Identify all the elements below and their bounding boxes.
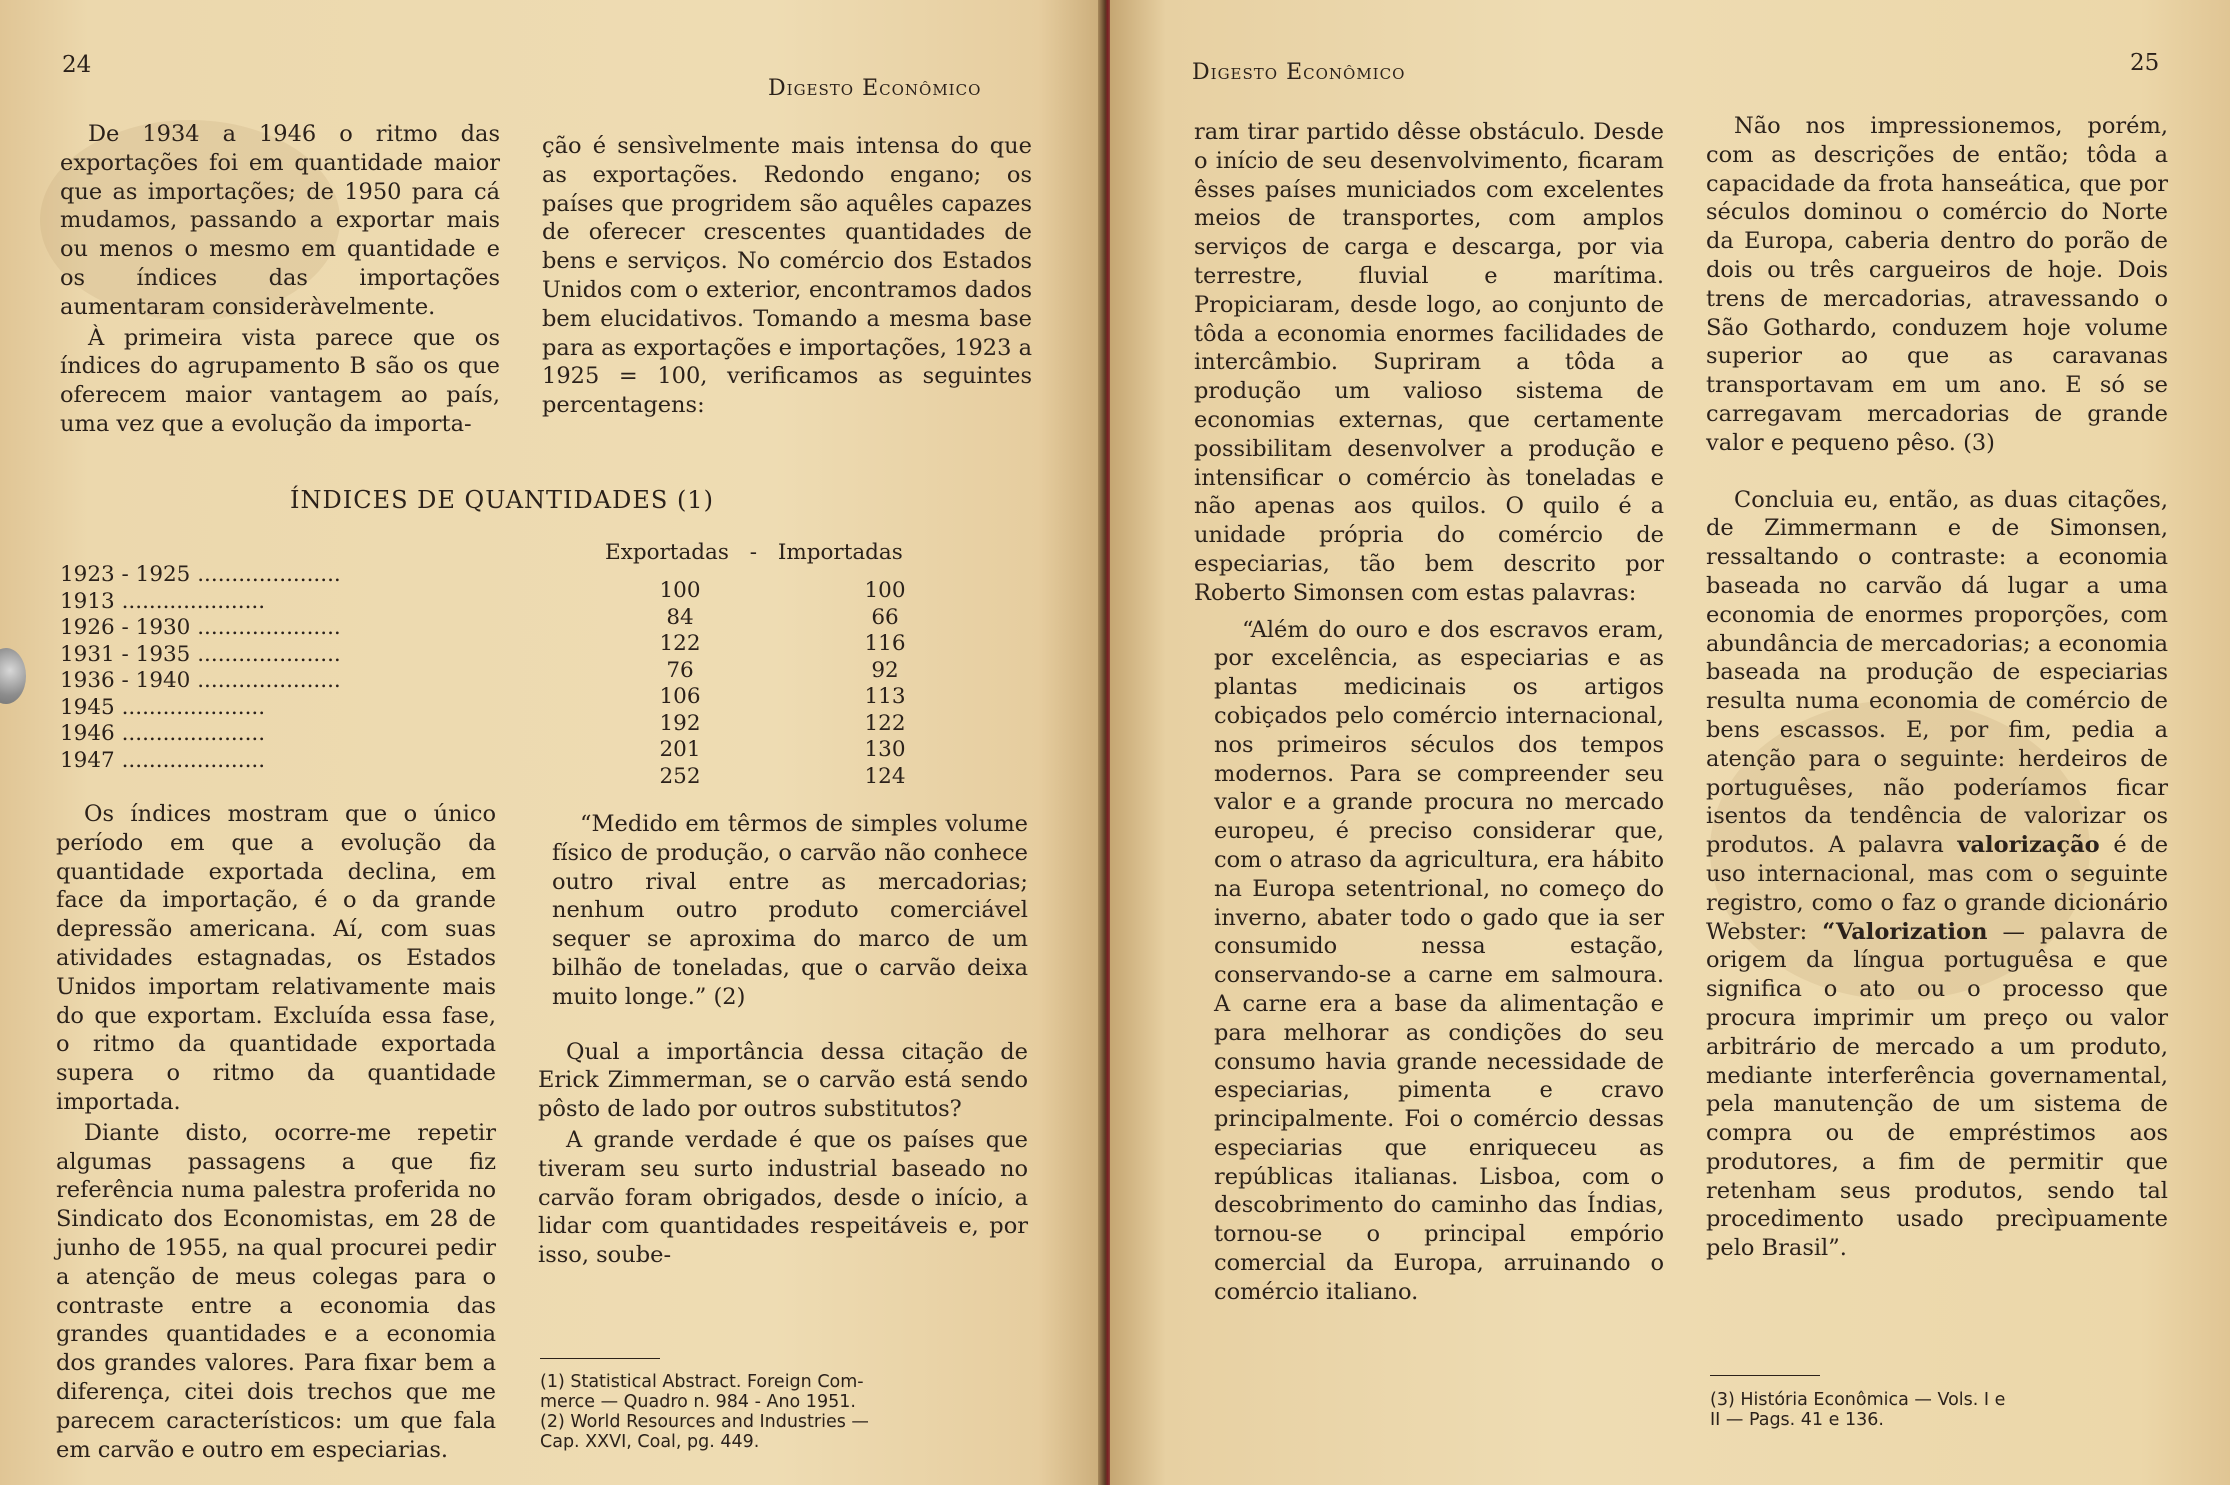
footnotes [1710, 1390, 2170, 1430]
exports-value: 106 [659, 684, 701, 709]
left-col2-lower [538, 810, 1028, 1270]
paragraph: De 1934 a 1946 o ritmo das exportações foi em quantidade maior que as importações; de 1950 para cá mudamos, passando a exportar mais ou menos o mesmo em quantidade e os índices das importações aumentaram consideràvelmente. [60, 121, 500, 320]
table-row-label: 1936 - 1940 ..................... [60, 668, 341, 693]
footnote-line: (1) Statistical Abstract. Foreign Com- [540, 1372, 864, 1392]
paragraph: ram tirar partido dêsse obstáculo. Desde o início de seu desenvolvimento, ficaram êsses países municiados com excelentes meios de transportes, com amplos serviços de carga e descarga, por via terrestre, fluvial e marítima. Propiciaram, desde logo, ao conjunto de tôda a economia enormes facilidades de intercâmbio. Supriram a tôda a produção um valioso sistema de economias externas, que certamente possibilitam desenvolver a produção e intensificar o comércio às toneladas e não apenas aos quilos. O quilo é a unidade própria do comércio de especiarias, tão bem descrito por Roberto Simonsen com estas palavras: [1194, 119, 1664, 606]
table-imports-column [840, 578, 930, 790]
page-number: 25 [2130, 50, 2160, 76]
exports-value: 192 [659, 710, 701, 736]
exports-value: 76 [666, 657, 694, 683]
imports-value: 100 [864, 578, 906, 603]
page-number: 24 [62, 52, 92, 78]
table-row-label: 1923 - 1925 ..................... [60, 562, 341, 587]
footnote-rule [1710, 1375, 1820, 1376]
paragraph: Os índices mostram que o único período em que a evolução da quantidade exportada declina, em face da importação, é o da grande depressão americana. Aí, com suas atividades estagnadas, os Estados Unidos importam relativamente mais do que exportam. Excluída essa fase, o ritmo da quantidade exportada supera o ritmo da quantidade importada. [56, 801, 496, 1115]
footnotes [540, 1372, 1040, 1452]
table-title: ÍNDICES DE QUANTIDADES (1) [290, 486, 714, 514]
table-row-label: 1931 - 1935 ..................... [60, 641, 341, 667]
table-row-label: 1945 ..................... [60, 694, 266, 720]
bold-term: “Valorization [1822, 918, 1988, 945]
paragraph: A grande verdade é que os países que tiveram seu surto industrial baseado no carvão foram obrigados, desde o início, a lidar com quantidades respeitáveis e, por isso, soube- [538, 1126, 1028, 1269]
paragraph-valorization: Concluia eu, então, as duas citações, de Zimmermann e de Simonsen, ressaltando o contraste: a economia baseada no carvão dá lugar a uma economia de enormes proporções, com abundância de mercadorias; a economia baseada na produção de especiarias resulta numa economia de comércio de bens escassos. E, por fim, pedia a atenção para o seguinte: herdeiros de portuguêses, não poderíamos ficar isentos da tendência de valorizar os produtos. A palavra valorização é de uso internacional, mas com o seguinte registro, como o faz o grande dicionário Webster: “Valorization — palavra de origem da língua portuguêsa e que significa o ato ou o processo que procura imprimir um preço ou valor arbitrário de mercado a um produto, mediante interferência governamental, pela manutenção de um sistema de compra ou de empréstimos aos produtores, a fim de permitir que retenham seus produtos, sendo tal procedimento usado precìpuamente pelo Brasil”. [1706, 486, 2169, 1262]
table-row-label: 1946 ..................... [60, 721, 266, 746]
table-row-label: 1926 - 1930 ..................... [60, 615, 341, 640]
paragraph: À primeira vista parece que os índices do agrupamento B são os que oferecem maior vantagem ao país, uma vez que a evolução da importa- [60, 324, 500, 437]
imports-value: 92 [871, 657, 899, 683]
binder-clip [0, 648, 26, 704]
imports-value: 113 [864, 684, 906, 709]
imports-value: 122 [864, 710, 906, 736]
imports-value: 130 [864, 737, 906, 762]
left-page [0, 0, 1105, 1485]
exports-value: 122 [659, 631, 701, 656]
right-page [1110, 0, 2230, 1485]
imports-value: 124 [864, 763, 906, 789]
table-period-column [60, 562, 500, 774]
right-col2 [1706, 112, 2168, 1263]
imports-value: 66 [871, 604, 899, 630]
bold-term: valorização [1957, 832, 2100, 859]
table-header [605, 540, 903, 565]
table-row-label: 1913 ..................... [60, 588, 266, 614]
paragraph: Qual a importância dessa citação de Erick Zimmerman, se o carvão está sendo pôsto de lado por outros substitutos? [538, 1038, 1028, 1123]
footnote-rule [540, 1358, 660, 1359]
quote-simonsen: “Além do ouro e dos escravos eram, por excelência, as especiarias e as plantas medicinais os artigos cobiçados pelo comércio internacional, nos primeiros séculos dos tempos modernos. Para se compreender seu valor e a grande procura no mercado europeu, é preciso considerar que, com o atraso da agricultura, era hábito na Europa setentrional, no começo do inverno, abater todo o gado que ia ser consumido nessa estação, conservando-se a carne em salmoura. A carne era a base da alimentação e para melhorar as condições do seu consumo havia grande necessidade de especiarias, pimenta e cravo principalmente. Foi o comércio dessas especiarias que enriqueceu as repúblicas italianas. Lisboa, com o descobrimento do caminho das Índias, tornou-se o principal empório comercial da Europa, arruinando o comércio italiano. [1214, 616, 1664, 1305]
header-separator: - [749, 540, 757, 565]
paragraph: Não nos impressionemos, porém, com as descrições de então; tôda a capacidade da frota hanseática, que por séculos dominou o comércio do Norte da Europa, caberia dentro do porão de dois ou três cargueiros de hoje. Dois trens de mercadorias, atravessando o São Gothardo, conduzem hoje volume superior ao que as caravanas transportavam em um ano. E só se carregavam mercadorias de grande valor e pequeno pêso. (3) [1706, 113, 2168, 456]
left-col1-lower [56, 800, 496, 1464]
exports-value: 252 [659, 763, 701, 789]
left-col2-upper [542, 132, 1032, 420]
left-col1-upper [60, 120, 500, 439]
footnote-line: II — Pags. 41 e 136. [1710, 1410, 1884, 1430]
paragraph: ção é sensìvelmente mais intensa do que as exportações. Redondo engano; os países que progridem são aquêles capazes de oferecer crescentes quantidades de bens e serviços. No comércio dos Estados Unidos com o exterior, encontramos dados bem elucidativos. Tomando a mesma base para as exportações e importações, 1923 a 1925 = 100, verificamos as seguintes percentagens: [542, 133, 1032, 419]
table-exports-column [635, 578, 725, 790]
footnote-line: (2) World Resources and Industries — [540, 1412, 869, 1432]
exports-value: 100 [659, 578, 701, 603]
header-imports: Importadas [777, 540, 903, 565]
footnote-line: merce — Quadro n. 984 - Ano 1951. [540, 1392, 856, 1412]
exports-value: 201 [659, 737, 701, 762]
exports-value: 84 [666, 604, 694, 630]
footnote-line: (3) História Econômica — Vols. I e [1710, 1390, 2006, 1410]
right-col1 [1194, 118, 1664, 1307]
running-head: Digesto Econômico [768, 76, 982, 101]
paragraph: Diante disto, ocorre-me repetir algumas passagens a que fiz referência numa palestra proferida no Sindicato dos Economistas, em 28 de junho de 1955, na qual procurei pedir a atenção de meus colegas para o contraste entre a economia das grandes quantidades e a economia dos grandes valores. Para fixar bem a diferença, citei dois trechos que me parecem característicos: um que fala em carvão e outro em especiarias. [56, 1119, 496, 1463]
quote-zimmerman: “Medido em têrmos de simples volume físico de produção, o carvão não conhece outro rival entre as mercadorias; nenhum outro produto comerciável sequer se aproxima do marco de um bilhão de toneladas, que o carvão deixa muito longe.” (2) [552, 811, 1028, 1010]
header-exports: Exportadas [605, 540, 729, 565]
imports-value: 116 [864, 631, 906, 656]
running-head: Digesto Econômico [1192, 60, 1406, 85]
footnote-line: Cap. XXVI, Coal, pg. 449. [540, 1432, 760, 1452]
table-row-label: 1947 ..................... [60, 747, 266, 773]
